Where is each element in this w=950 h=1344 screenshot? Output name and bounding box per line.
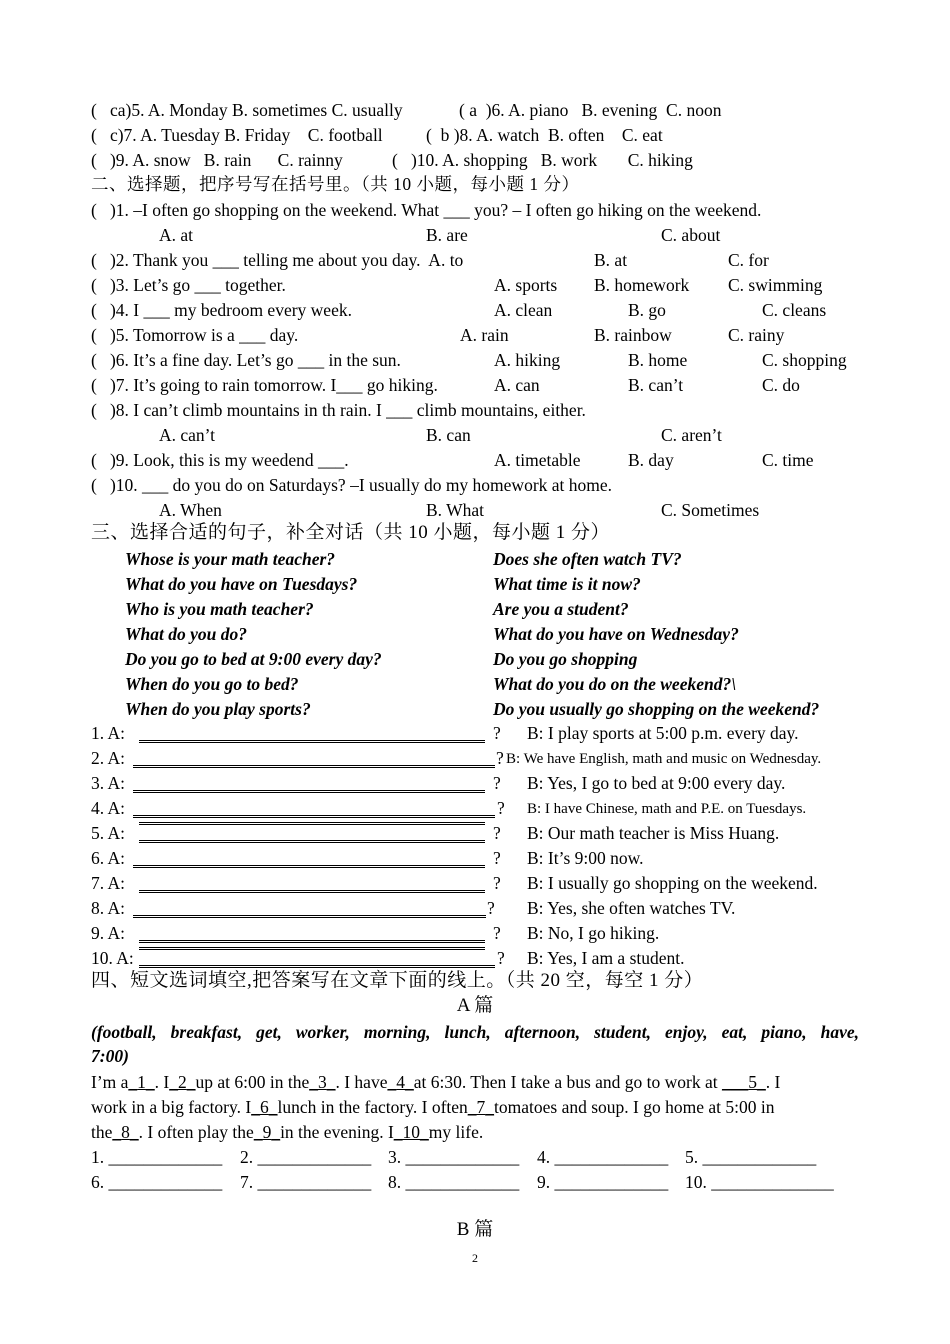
q2-4-a: A. clean: [494, 300, 553, 320]
q2-2-b: B. at: [594, 250, 628, 270]
answer-1[interactable]: 1. _____________: [91, 1147, 223, 1167]
answer-line-7[interactable]: [139, 890, 485, 893]
dialog-8-b: B: Yes, she often watches TV.: [527, 898, 736, 918]
blank-3[interactable]: _3_: [309, 1072, 336, 1092]
answer-line-10[interactable]: [139, 965, 495, 968]
section-3-title: 三、选择合适的句子，补全对话（共 10 小题，每小题 1 分）: [91, 522, 611, 543]
q2-3-c: C. swimming: [728, 275, 823, 295]
choice-left-4: What do you do?: [125, 624, 248, 644]
q2-10-c: C. Sometimes: [661, 500, 760, 520]
blank-7[interactable]: _7_: [467, 1097, 495, 1117]
answer-6[interactable]: 6. _____________: [91, 1172, 223, 1192]
q2-6-a: A. hiking: [494, 350, 561, 370]
vocab-line-2-right: ( b )8. A. watch B. often C. eat: [426, 125, 663, 145]
q2-1-b: B. are: [426, 225, 468, 245]
dialog-2-b: B: We have English, math and music on Wednesday.: [506, 751, 822, 767]
choice-right-4: What do you have on Wednesday?: [493, 624, 739, 644]
q2-8-c: C. aren’t: [661, 425, 722, 445]
passage-line-1: I’m a_1_. I_2_up at 6:00 in the_3_. I have_4_at 6:30. Then I take a bus and go to work at ___5_. I: [91, 1072, 781, 1092]
q2-5: ( )5. Tomorrow is a ___ day.: [91, 325, 299, 345]
q2-9-a: A. timetable: [494, 450, 581, 470]
dialog-5-label: 5. A:: [91, 823, 126, 843]
dialog-8-label: 8. A:: [91, 898, 126, 918]
answer-line-4[interactable]: [133, 815, 495, 818]
q2-7-c: C. do: [762, 375, 800, 395]
q2-7-a: A. can: [494, 375, 540, 395]
q2-2: ( )2. Thank you ___ telling me about you day. A. to: [91, 250, 464, 270]
answer-line-1[interactable]: [139, 740, 485, 743]
section-2-title: 二、选择题，把序号写在括号里。（共 10 小题，每小题 1 分）: [91, 174, 580, 194]
answer-line-8[interactable]: [133, 915, 486, 918]
q2-1: ( )1. –I often go shopping on the weekend. What ___ you? – I often go hiking on the weekend.: [91, 200, 762, 220]
choice-right-3: Are you a student?: [493, 599, 629, 619]
dialog-3-label: 3. A:: [91, 773, 126, 793]
choice-left-2: What do you have on Tuesdays?: [125, 574, 358, 594]
blank-1[interactable]: _1_: [128, 1072, 155, 1092]
answer-4[interactable]: 4. _____________: [537, 1147, 669, 1167]
choice-right-6: What do you do on the weekend?\: [493, 674, 737, 694]
dialog-3-b: B: Yes, I go to bed at 9:00 every day.: [527, 773, 786, 793]
q2-3-a: A. sports: [494, 275, 558, 295]
q2-3-b: B. homework: [594, 275, 690, 295]
qmark-10: ?: [497, 948, 505, 968]
choice-right-5: Do you go shopping: [493, 649, 638, 669]
qmark-8: ?: [487, 898, 495, 918]
vocab-line-3: ( )9. A. snow B. rain C. rainny: [91, 150, 343, 170]
qmark-4: ?: [497, 798, 505, 818]
q2-3: ( )3. Let’s go ___ together.: [91, 275, 286, 295]
answer-line-3[interactable]: [133, 790, 485, 793]
blank-8[interactable]: _8_: [112, 1122, 139, 1142]
q2-2-c: C. for: [728, 250, 769, 270]
dialog-2-label: 2. A:: [91, 748, 126, 768]
blank-5[interactable]: ___5_: [722, 1072, 766, 1092]
q2-10-b: B. What: [426, 500, 485, 520]
answer-line-6[interactable]: [133, 865, 485, 868]
dialog-9-b: B: No, I go hiking.: [527, 923, 660, 943]
qmark-1: ?: [493, 723, 501, 743]
dialog-5-b: B: Our math teacher is Miss Huang.: [527, 823, 780, 843]
qmark-5: ?: [493, 823, 501, 843]
answer-line-9[interactable]: [139, 940, 485, 943]
dialog-1-label: 1. A:: [91, 723, 126, 743]
q2-7: ( )7. It’s going to rain tomorrow. I___ go hiking.: [91, 375, 438, 395]
q2-6-b: B. home: [628, 350, 688, 370]
choice-right-1: Does she often watch TV?: [493, 549, 682, 569]
dialog-10-b: B: Yes, I am a student.: [527, 948, 685, 968]
vocab-line-1: ( ca)5. A. Monday B. sometimes C. usually: [91, 100, 403, 120]
blank-4[interactable]: _4_: [387, 1072, 414, 1092]
vocab-line-3-right: ( )10. A. shopping B. work C. hiking: [392, 150, 693, 170]
q2-5-c: C. rainy: [728, 325, 785, 345]
q2-10-a: A. When: [159, 500, 222, 520]
part-b-title: B 篇: [456, 1219, 494, 1240]
q2-8-b: B. can: [426, 425, 471, 445]
qmark-2: ?: [496, 748, 504, 768]
dialog-9-label: 9. A:: [91, 923, 126, 943]
answer-9[interactable]: 9. _____________: [537, 1172, 669, 1192]
dialog-7-b: B: I usually go shopping on the weekend.: [527, 873, 818, 893]
choice-right-7: Do you usually go shopping on the weekend?: [493, 699, 820, 719]
dialog-1-b: B: I play sports at 5:00 p.m. every day.: [527, 723, 799, 743]
q2-1-a: A. at: [159, 225, 194, 245]
qmark-3: ?: [493, 773, 501, 793]
vocab-line-2: ( c)7. A. Tuesday B. Friday C. football: [91, 125, 383, 145]
q2-9-c: C. time: [762, 450, 814, 470]
page-number: 2: [472, 1251, 478, 1265]
word-bank-line-2: 7:00): [91, 1046, 129, 1066]
answer-line-5a[interactable]: [139, 822, 485, 825]
answer-3[interactable]: 3. _____________: [388, 1147, 520, 1167]
dialog-4-label: 4. A:: [91, 798, 126, 818]
blank-10[interactable]: _10_: [393, 1122, 429, 1142]
qmark-7: ?: [493, 873, 501, 893]
dialog-6-b: B: It’s 9:00 now.: [527, 848, 644, 868]
blank-9[interactable]: _9_: [253, 1122, 281, 1142]
answer-5[interactable]: 5. _____________: [685, 1147, 817, 1167]
dialog-10-label: 10. A:: [91, 948, 134, 968]
q2-7-b: B. can’t: [628, 375, 684, 395]
blank-6[interactable]: _6_: [251, 1097, 278, 1117]
choice-left-5: Do you go to bed at 9:00 every day?: [125, 649, 382, 669]
choice-left-6: When do you go to bed?: [125, 674, 299, 694]
answer-8[interactable]: 8. _____________: [388, 1172, 520, 1192]
choice-left-3: Who is you math teacher?: [125, 599, 314, 619]
vocab-line-1-right: ( a )6. A. piano B. evening C. noon: [459, 100, 722, 120]
answer-line-10a[interactable]: [139, 947, 485, 950]
dialog-6-label: 6. A:: [91, 848, 126, 868]
answer-7[interactable]: 7. _____________: [240, 1172, 372, 1192]
answer-line-2[interactable]: [133, 765, 495, 768]
passage-line-2: work in a big factory. I_6_lunch in the factory. I often_7_tomatoes and soup. I go home at 5:00 in: [91, 1097, 775, 1117]
choice-left-1: Whose is your math teacher?: [125, 549, 336, 569]
q2-9: ( )9. Look, this is my weedend ___.: [91, 450, 349, 470]
qmark-6: ?: [493, 848, 501, 868]
q2-4: ( )4. I ___ my bedroom every week.: [91, 300, 352, 320]
blank-2[interactable]: _2_: [169, 1072, 196, 1092]
q2-6: ( )6. It’s a fine day. Let’s go ___ in the sun.: [91, 350, 401, 370]
q2-8-a: A. can’t: [159, 425, 216, 445]
dialog-4-b: B: I have Chinese, math and P.E. on Tuesdays.: [527, 801, 807, 817]
q2-5-a: A. rain: [460, 325, 509, 345]
q2-5-b: B. rainbow: [594, 325, 672, 345]
answer-2[interactable]: 2. _____________: [240, 1147, 372, 1167]
q2-4-c: C. cleans: [762, 300, 827, 320]
part-a-title: A 篇: [456, 995, 494, 1016]
dialog-7-label: 7. A:: [91, 873, 126, 893]
q2-1-c: C. about: [661, 225, 721, 245]
section-4-title: 四、短文选词填空,把答案写在文章下面的线上。（共 20 空，每空 1 分）: [91, 970, 704, 991]
q2-9-b: B. day: [628, 450, 674, 470]
q2-4-b: B. go: [628, 300, 666, 320]
q2-6-c: C. shopping: [762, 350, 847, 370]
answer-10[interactable]: 10. ______________: [685, 1172, 834, 1192]
qmark-9: ?: [493, 923, 501, 943]
passage-line-3: the_8_. I often play the_9_in the evening. I_10_my life.: [91, 1122, 484, 1142]
q2-8: ( )8. I can’t climb mountains in th rain. I ___ climb mountains, either.: [91, 400, 586, 420]
choice-right-2: What time is it now?: [493, 574, 641, 594]
choice-left-7: When do you play sports?: [125, 699, 311, 719]
answer-line-5[interactable]: [139, 840, 485, 843]
word-bank-line-1: (football, breakfast, get, worker, morning, lunch, afternoon, student, enjoy, eat, piano, have,: [91, 1022, 859, 1042]
q2-10: ( )10. ___ do you do on Saturdays? –I usually do my homework at home.: [91, 475, 613, 495]
